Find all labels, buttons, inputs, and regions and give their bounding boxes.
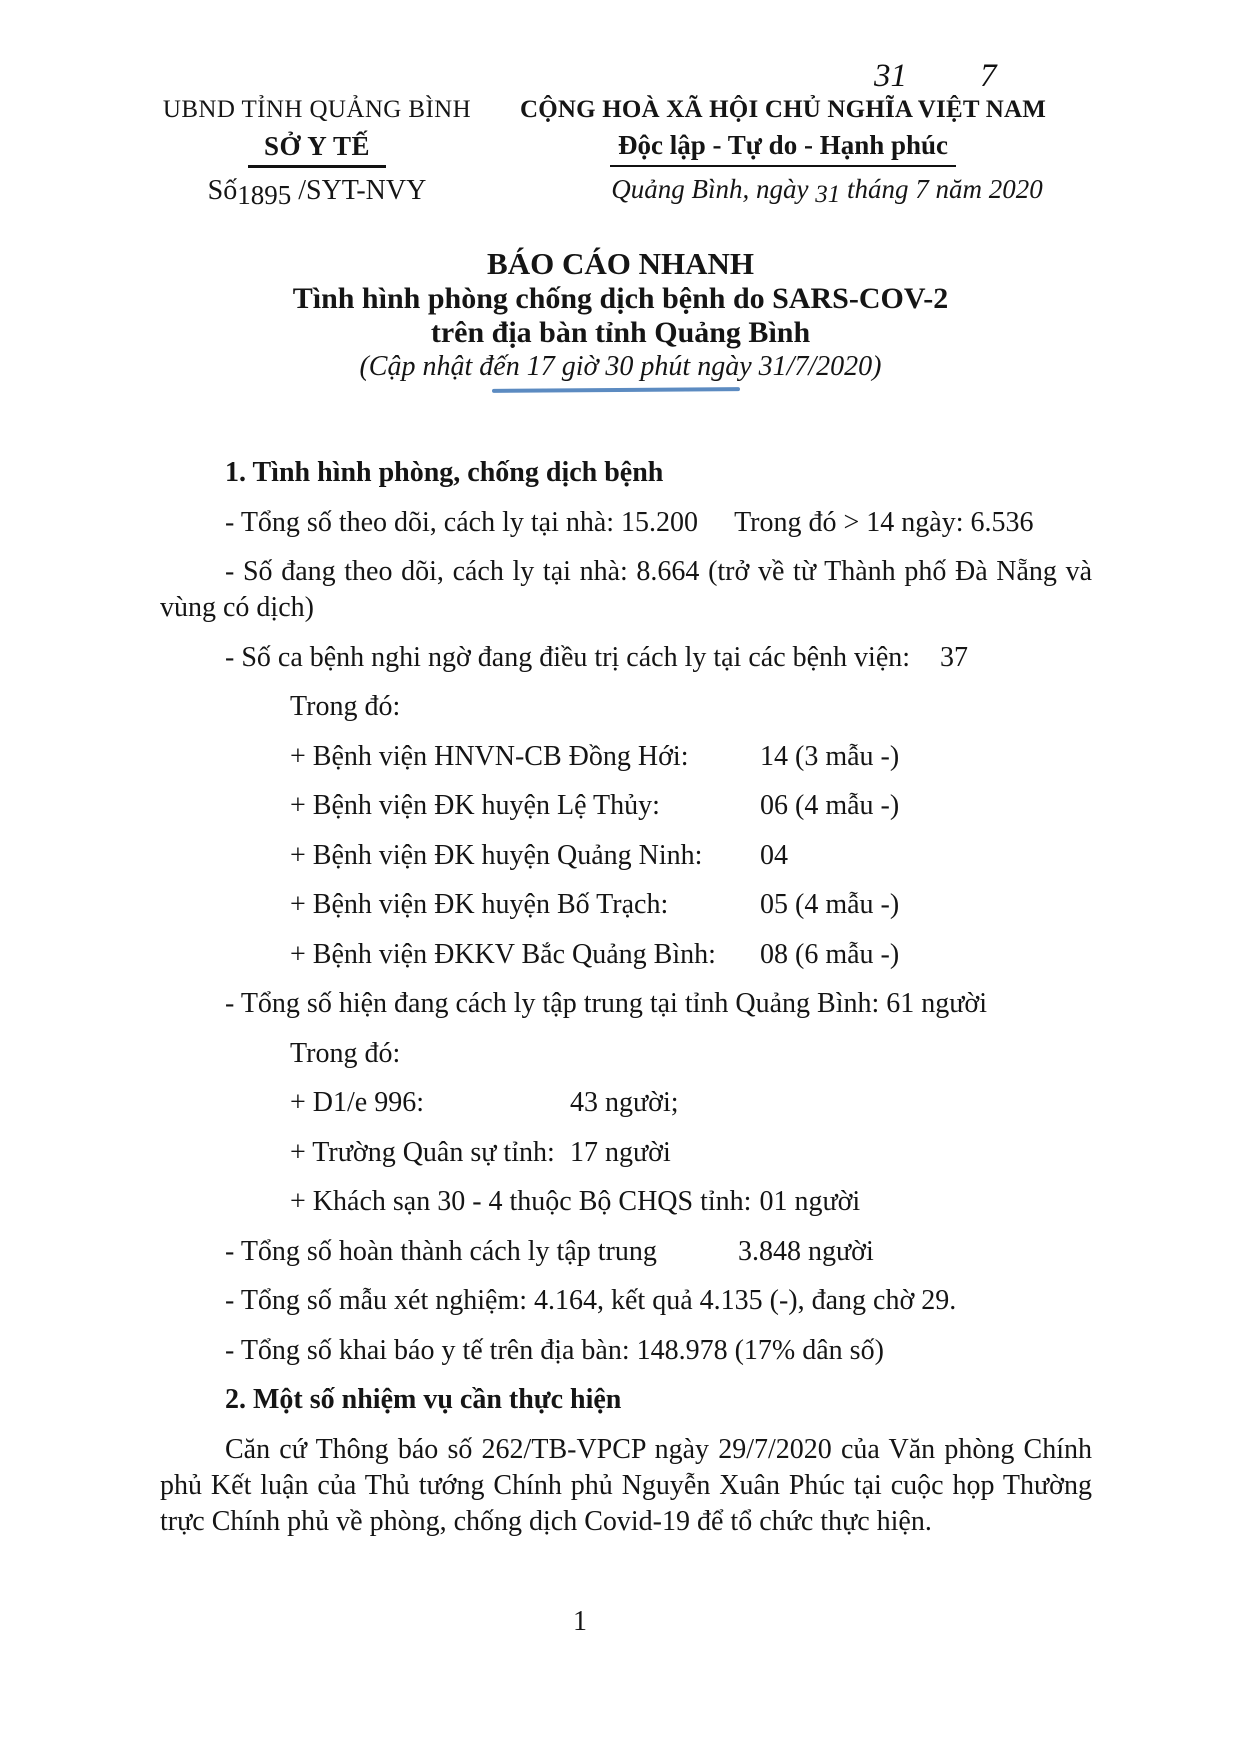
national-header-block	[498, 96, 1068, 208]
issuing-authority-block	[118, 96, 516, 210]
section2-paragraph: Căn cứ Thông báo số 262/TB-VPCP ngày 29/7/2020 của Văn phòng Chính phủ Kết luận của Thủ tướng Chính phủ Nguyễn Xuân Phúc tại cuộc họp Thường trực Chính phủ về phòng, chống dịch Covid-19 để tổ chức thực hiện.	[160, 1433, 1092, 1537]
authority-department: SỞ Y TẾ	[248, 131, 386, 168]
hospital-row	[290, 937, 1092, 973]
completed-text: - Tổng số hoàn thành cách ly tập trung	[225, 1235, 657, 1267]
handwritten-month: 7	[980, 58, 997, 94]
doc-no-suffix: /SYT-NVY	[291, 175, 427, 206]
report-update-time: (Cập nhật đến 17 giờ 30 phút ngày 31/7/2020)	[359, 351, 882, 382]
hospital-row	[290, 887, 1092, 923]
report-title: BÁO CÁO NHANH	[487, 246, 754, 281]
hospital-value: 06 (4 mẫu -)	[760, 790, 900, 821]
completed-quarantine-line	[225, 1234, 1092, 1270]
report-subtitle-line2: trên địa bàn tỉnh Quảng Bình	[430, 316, 811, 349]
completed-value: 3.848 người	[738, 1235, 874, 1267]
hospital-label: + Bệnh viện ĐK huyện Quảng Ninh:	[290, 839, 703, 871]
test-samples-line: - Tổng số mẫu xét nghiệm: 4.164, kết quả 4.135 (-), đang chờ 29.	[225, 1285, 957, 1316]
camp-label: + Trường Quân sự tỉnh:	[290, 1136, 555, 1168]
monitored-home-extra: Trong đó > 14 ngày: 6.536	[734, 506, 1034, 538]
camp-row	[290, 1184, 1092, 1220]
suspected-cases-text: - Số ca bệnh nghi ngờ đang điều trị cách ly tại các bệnh viện:	[225, 641, 911, 673]
hospital-value: 14 (3 mẫu -)	[760, 740, 900, 772]
date-filled-day: 31	[815, 181, 841, 208]
page-number: 1	[573, 1606, 587, 1637]
monitored-home-text: - Tổng số theo dõi, cách ly tại nhà: 15.200	[225, 506, 699, 538]
hospital-label: + Bệnh viện HNVN-CB Đồng Hới:	[290, 740, 689, 772]
national-motto-line1: CỘNG HOÀ XÃ HỘI CHỦ NGHĨA VIỆT NAM	[519, 96, 1047, 123]
camp-value: 43 người;	[570, 1087, 679, 1118]
pen-underline	[492, 387, 740, 393]
camp-row	[290, 1085, 1092, 1121]
section1-heading: 1. Tình hình phòng, chống dịch bệnh	[225, 457, 664, 488]
document-number	[118, 175, 516, 210]
concentrated-quarantine-line: - Tổng số hiện đang cách ly tập trung tại tỉnh Quảng Bình: 61 người	[225, 988, 988, 1019]
suspected-cases-line	[225, 640, 1092, 676]
doc-no-filled-number: 1895	[237, 180, 292, 210]
section2-heading: 2. Một số nhiệm vụ cần thực hiện	[225, 1384, 622, 1415]
currently-monitored-paragraph: - Số đang theo dõi, cách ly tại nhà: 8.664 (trở về từ Thành phố Đà Nẵng và vùng có dịch)	[160, 556, 1092, 623]
camp-value: 01 người	[759, 1186, 861, 1217]
camp-value: 17 người	[570, 1136, 671, 1168]
hospital-label: + Bệnh viện ĐK huyện Lệ Thủy:	[290, 790, 660, 821]
hospital-value: 05 (4 mẫu -)	[760, 889, 900, 920]
handwritten-day: 31	[874, 58, 907, 94]
hospital-label: + Bệnh viện ĐKKV Bắc Quảng Bình:	[290, 938, 716, 970]
camp-label: + Khách sạn 30 - 4 thuộc Bộ CHQS tỉnh:	[290, 1186, 752, 1217]
date-prefix: Quảng Bình, ngày	[611, 174, 816, 204]
hospital-row	[290, 788, 1092, 824]
camp-row	[290, 1135, 1092, 1171]
monitored-home-line	[225, 505, 1092, 541]
suspected-cases-value: 37	[940, 641, 969, 673]
in-which-label-1: Trong đó:	[290, 691, 401, 722]
report-subtitle-line1: Tình hình phòng chống dịch bệnh do SARS-COV-2	[292, 282, 949, 315]
report-title-block	[0, 246, 1241, 384]
hospital-value: 08 (6 mẫu -)	[760, 938, 900, 970]
doc-no-prefix: Số	[207, 175, 238, 206]
national-motto-line2: Độc lập - Tự do - Hạnh phúc	[610, 130, 956, 167]
hospital-row	[290, 739, 1092, 775]
in-which-label-2: Trong đó:	[290, 1037, 401, 1069]
hospital-row	[290, 838, 1092, 874]
place-date-line	[586, 174, 1068, 208]
health-declaration-line: - Tổng số khai báo y tế trên địa bàn: 148.978 (17% dân số)	[225, 1334, 884, 1366]
camp-label: + D1/e 996:	[290, 1087, 424, 1118]
date-suffix: tháng 7 năm 2020	[840, 174, 1043, 204]
report-body	[160, 455, 1092, 1553]
hospital-label: + Bệnh viện ĐK huyện Bố Trạch:	[290, 889, 669, 920]
authority-parent: UBND TỈNH QUẢNG BÌNH	[162, 96, 472, 123]
hospital-value: 04	[760, 839, 788, 871]
